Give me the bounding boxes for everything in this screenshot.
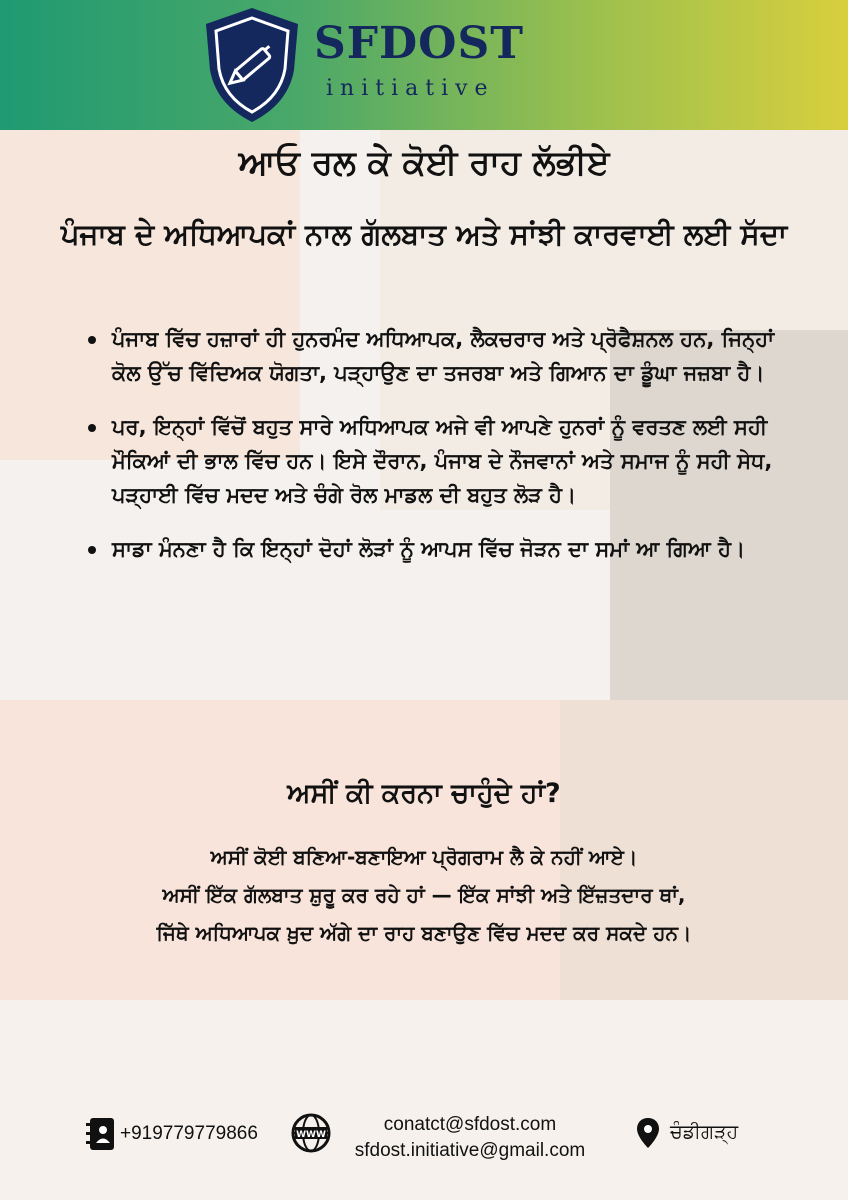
closing-line: ਅਸੀਂ ਇੱਕ ਗੱਲਬਾਤ ਸ਼ੁਰੂ ਕਰ ਰਹੇ ਹਾਂ — ਇੱਕ ਸਾਂਝੀ ਅਤੇ ਇੱਜ਼ਤਦਾਰ ਥਾਂ, <box>162 883 686 907</box>
web-contact <box>290 1112 332 1154</box>
bullet-dot-icon <box>88 546 96 554</box>
map-pin-icon <box>634 1116 662 1150</box>
list-item <box>86 322 776 390</box>
brand-name: SFDOST <box>314 18 525 69</box>
closing-paragraph <box>50 838 798 952</box>
list-item <box>86 532 776 566</box>
email-link[interactable]: sfdost.initiative@gmail.com <box>354 1140 586 1161</box>
page-subtitle: ਪੰਜਾਬ ਦੇ ਅਧਿਆਪਕਾਂ ਨਾਲ ਗੱਲਬਾਤ ਅਤੇ ਸਾਂਝੀ ਕਾਰਵਾਈ ਲਈ ਸੱਦਾ <box>60 217 788 251</box>
closing-line: ਅਸੀਂ ਕੋਈ ਬਣਿਆ-ਬਣਾਇਆ ਪ੍ਰੋਗਰਾਮ ਲੈ ਕੇ ਨਹੀਂ ਆਏ। <box>210 845 638 869</box>
bullet-text: ਪੰਜਾਬ ਵਿੱਚ ਹਜ਼ਾਰਾਂ ਹੀ ਹੁਨਰਮੰਦ ਅਧਿਆਪਕ, ਲੈਕਚਰਾਰ ਅਤੇ ਪ੍ਰੋਫੈਸ਼ਨਲ ਹਨ, ਜਿਨ੍ਹਾਂ ਕੋਲ ਉੱਚ ਵਿੱਦਿਅਕ ਯੋਗਤਾ, ਪੜ੍ਹਾਉਣ ਦਾ ਤਜਰਬਾ ਅਤੇ ਗਿਆਨ ਦਾ ਡੂੰਘਾ ਜਜ਼ਬਾ ਹੈ। <box>112 327 775 385</box>
section-heading: ਅਸੀਂ ਕੀ ਕਰਨਾ ਚਾਹੁੰਦੇ ਹਾਂ? <box>287 778 561 809</box>
bullet-dot-icon <box>88 424 96 432</box>
svg-text:WWW: WWW <box>296 1130 326 1140</box>
closing-line: ਜਿੱਥੇ ਅਧਿਆਪਕ ਖ਼ੁਦ ਅੱਗੇ ਦਾ ਰਾਹ ਬਣਾਉਣ ਵਿੱਚ ਮਦਦ ਕਰ ਸਕਦੇ ਹਨ। <box>156 921 692 945</box>
location-text: ਚੰਡੀਗੜ੍ਹ <box>670 1122 739 1143</box>
page-title: ਆਓ ਰਲ ਕੇ ਕੋਈ ਰਾਹ ਲੱਭੀਏ <box>238 143 610 183</box>
phone-number: +919779779866 <box>120 1123 258 1144</box>
list-item <box>86 410 776 512</box>
bullet-text: ਸਾਡਾ ਮੰਨਣਾ ਹੈ ਕਿ ਇਨ੍ਹਾਂ ਦੋਹਾਂ ਲੋੜਾਂ ਨੂੰ ਆਪਸ ਵਿੱਚ ਜੋੜਨ ਦਾ ਸਮਾਂ ਆ ਗਿਆ ਹੈ। <box>112 537 746 561</box>
contact-book-icon <box>80 1114 120 1154</box>
location <box>634 1116 738 1150</box>
email-link[interactable]: conatct@sfdost.com <box>383 1114 557 1135</box>
bullet-list <box>86 322 776 586</box>
contact-footer <box>0 1100 848 1180</box>
email-list <box>340 1112 600 1164</box>
globe-www-icon <box>290 1112 332 1154</box>
phone-contact[interactable] <box>80 1114 258 1154</box>
brand-tagline: initiative <box>326 76 495 101</box>
bullet-text: ਪਰ, ਇਨ੍ਹਾਂ ਵਿੱਚੋਂ ਬਹੁਤ ਸਾਰੇ ਅਧਿਆਪਕ ਅਜੇ ਵੀ ਆਪਣੇ ਹੁਨਰਾਂ ਨੂੰ ਵਰਤਣ ਲਈ ਸਹੀ ਮੌਕਿਆਂ ਦੀ ਭਾਲ ਵਿੱਚ ਹਨ। ਇਸੇ ਦੌਰਾਨ, ਪੰਜਾਬ ਦੇ ਨੌਜਵਾਨਾਂ ਅਤੇ ਸਮਾਜ ਨੂੰ ਸਹੀ ਸੇਧ, ਪੜ੍ਹਾਈ ਵਿੱਚ ਮਦਦ ਅਤੇ ਚੰਗੇ ਰੋਲ ਮਾਡਲ ਦੀ ਬਹੁਤ ਲੋੜ ਹੈ। <box>112 415 773 507</box>
bullet-dot-icon <box>88 336 96 344</box>
